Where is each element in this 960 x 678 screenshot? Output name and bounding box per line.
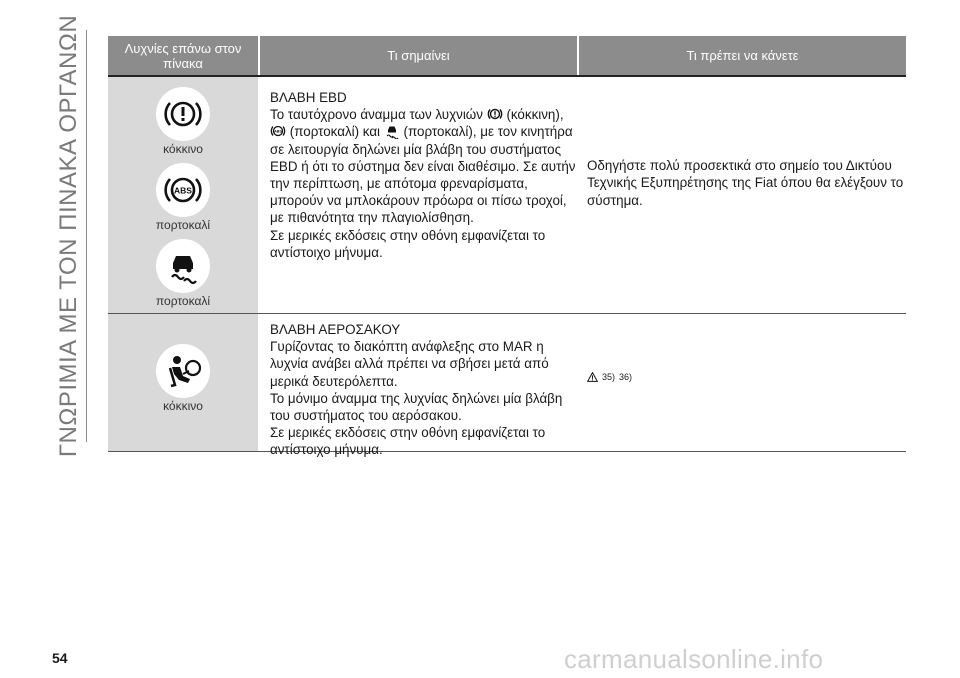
reference-number: 36) <box>619 371 633 382</box>
table-row-airbag <box>108 314 906 458</box>
header-action: Τι πρέπει να κάνετε <box>579 36 906 75</box>
svg-text:ABS: ABS <box>274 130 282 135</box>
warning-references <box>587 369 632 386</box>
brake-warning-icon <box>487 106 503 122</box>
warning-lights-table <box>108 36 906 458</box>
meaning-cell <box>260 314 577 458</box>
watermark: carmanualsonline.info <box>564 644 824 674</box>
lamps-cell <box>108 314 258 451</box>
meaning-paragraph: Γυρίζοντας το διακόπτη ανάφλεξης στο MAR η λυχνία ανάβει αλλά πρέπει να σβήσει μετά από μερικά δευτερόλεπτα. <box>270 339 549 389</box>
meaning-paragraph <box>270 106 577 226</box>
meaning-text: (κόκκινη), <box>506 107 564 123</box>
abs-icon <box>156 163 210 217</box>
meaning-paragraph: Σε μερικές εκδόσεις στην οθόνη εμφανίζεται το αντίστοιχο μήνυμα. <box>270 227 546 260</box>
header-meaning: Τι σημαίνει <box>260 36 577 75</box>
airbag-icon <box>156 344 210 398</box>
meaning-text: (πορτοκαλί) και <box>289 124 381 140</box>
meaning-paragraph: Σε μερικές εκδόσεις στην οθόνη εμφανίζεται το αντίστοιχο μήνυμα. <box>270 425 546 458</box>
meaning-text: (πορτοκαλί), με τον κινητήρα σε λειτουργία δηλώνει μία βλάβη του συστήματος EBD ή ότι το σύστημα δεν είναι διαθέσιμο. Σε αυτήν την περίπτωση, με απότομα φρεναρίσματα, μπορούν να μπλοκάρουν πρόωρα οι πίσω τροχοί, με πιθανότητα την πλαγιολίσθηση. <box>270 124 576 226</box>
lamp-color-label: πορτοκαλί <box>155 294 211 308</box>
lamps-cell <box>108 77 258 313</box>
header-lamps: Λυχνίες επάνω στον πίνακα <box>108 36 258 75</box>
lamp-color-label: κόκκινο <box>163 142 203 156</box>
meaning-cell <box>260 77 577 313</box>
page-number: 54 <box>52 650 68 666</box>
warning-triangle-icon <box>587 372 598 382</box>
lamp-color-label: πορτοκαλί <box>155 218 211 232</box>
esc-skid-icon <box>156 239 210 293</box>
abs-icon <box>270 123 286 139</box>
reference-number: 35) <box>602 371 616 382</box>
svg-text:ABS: ABS <box>174 185 192 196</box>
esc-skid-icon <box>384 123 400 139</box>
action-cell <box>577 77 906 313</box>
table-row-ebd <box>108 77 906 314</box>
brake-warning-icon <box>156 87 210 141</box>
meaning-title: ΒΛΑΒΗ EBD <box>270 90 347 105</box>
table-header-row <box>108 36 906 77</box>
side-section-title <box>52 14 87 458</box>
action-text: Οδηγήστε πολύ προσεκτικά στο σημείο του Δικτύου Τεχνικής Εξυπηρέτησης της Fiat όπου θα ελέγξουν το σύστημα. <box>587 158 904 208</box>
meaning-title: ΒΛΑΒΗ ΑΕΡΟΣΑΚΟΥ <box>270 322 401 337</box>
meaning-paragraph: Το μόνιμο άναμμα της λυχνίας δηλώνει μία βλάβη του συστήματος του αερόσακου. <box>270 390 563 424</box>
meaning-text: Το ταυτόχρονο άναμμα των λυχνιών <box>270 107 483 123</box>
side-title-text: ΓΝΩΡΙΜΙΑ ΜΕ ΤΟΝ ΠΙΝΑΚΑ ΟΡΓΑΝΩΝ <box>55 14 82 458</box>
action-cell <box>577 314 906 451</box>
lamp-color-label: κόκκινο <box>163 399 203 413</box>
